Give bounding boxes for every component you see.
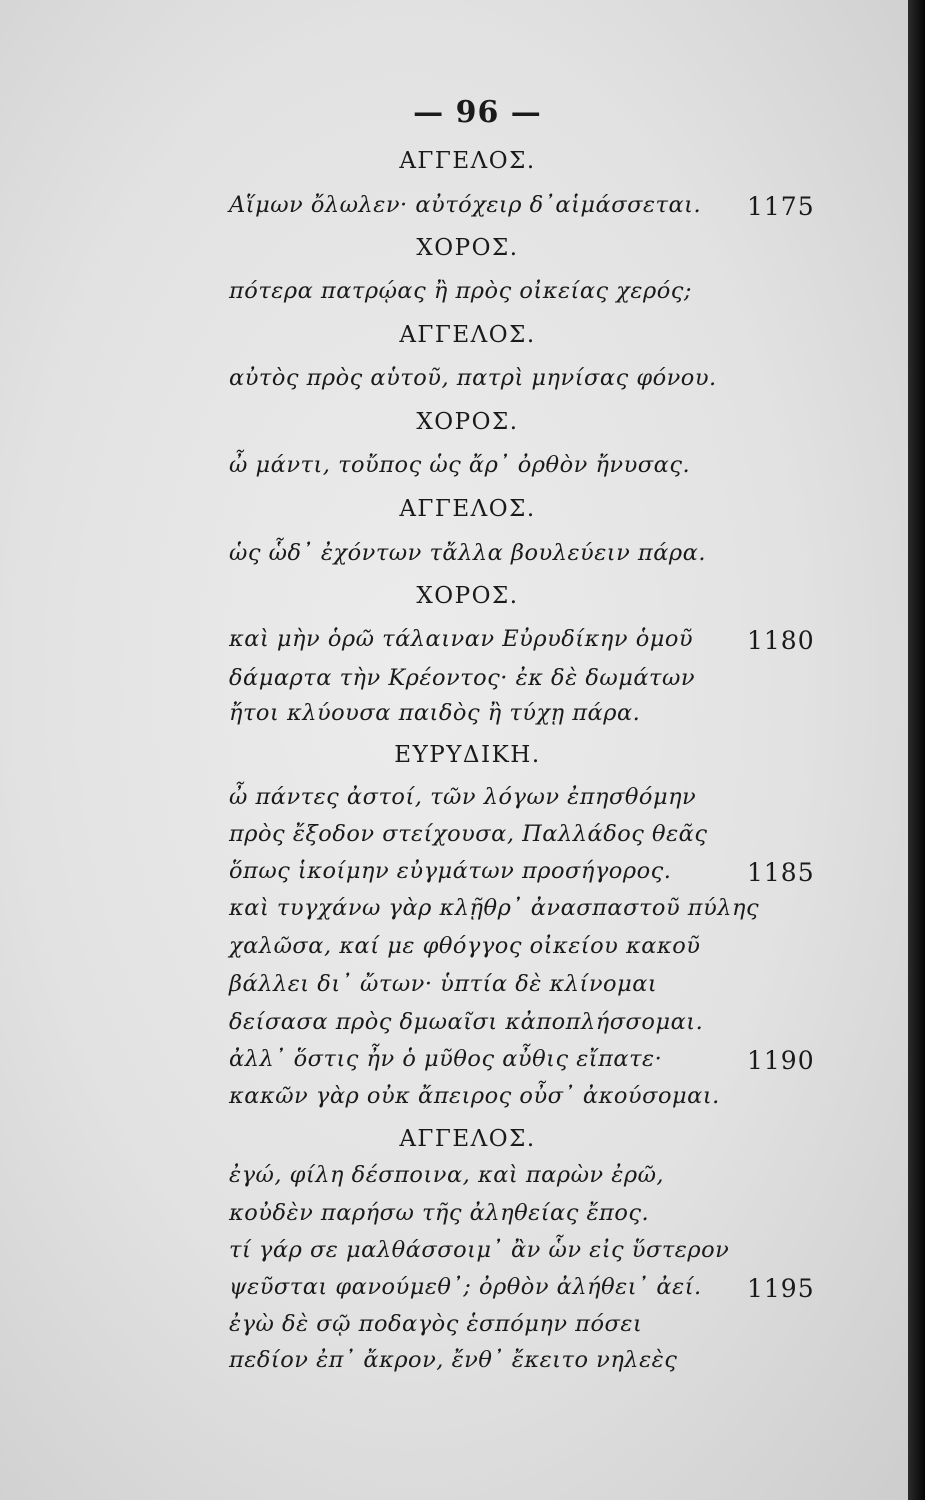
- verse-line: ἀλλ᾽ ὅστις ἦν ὁ μῦθος αὖθις εἴπατε·: [229, 1046, 663, 1072]
- verse-line: Αἵμων ὄλωλεν· αὐτόχειρ δ᾽αἱμάσσεται.: [229, 192, 702, 218]
- verse-line: ψεῦσται φανούμεθ᾽; ὀρθὸν ἀλήθει᾽ ἀεί.: [229, 1274, 702, 1300]
- speaker-heading: ΑΓΓΕΛΟΣ.: [399, 148, 536, 174]
- speaker-heading: ΧΟΡΟΣ.: [416, 409, 519, 435]
- verse-line: πρὸς ἔξοδον στείχουσα, Παλλάδος θεᾶς: [229, 821, 708, 847]
- verse-line: καὶ τυγχάνω γὰρ κλῇθρ᾽ ἀνασπαστοῦ πύλης: [229, 895, 760, 921]
- speaker-heading: ΑΓΓΕΛΟΣ.: [399, 1126, 536, 1152]
- page-edge-shadow: [908, 0, 925, 1500]
- verse-line: πεδίον ἐπ᾽ ἄκρον, ἔνθ᾽ ἔκειτο νηλεὲς: [229, 1347, 678, 1373]
- verse-line: ὦ μάντι, τοὔπος ὡς ἄρ᾽ ὀρθὸν ἤνυσας.: [229, 452, 691, 478]
- verse-line: δείσασα πρὸς δμωαῖσι κἀποπλήσσομαι.: [229, 1009, 704, 1035]
- speaker-heading: ΕΥΡΥΔΙΚΗ.: [394, 742, 541, 768]
- verse-line: τί γάρ σε μαλθάσσοιμ᾽ ἂν ὧν εἰς ὕστερον: [229, 1237, 730, 1263]
- verse-line: κοὐδὲν παρήσω τῆς ἀληθείας ἔπος.: [229, 1200, 650, 1226]
- speaker-heading: ΑΓΓΕΛΟΣ.: [399, 322, 536, 348]
- verse-line: ἐγώ, φίλη δέσποινα, καὶ παρὼν ἐρῶ,: [229, 1162, 665, 1188]
- line-number: 1185: [747, 858, 815, 887]
- verse-line: δάμαρτα τὴν Κρέοντος· ἐκ δὲ δωμάτων: [229, 665, 696, 691]
- verse-line: ἐγὼ δὲ σῷ ποδαγὸς ἑσπόμην πόσει: [229, 1311, 643, 1337]
- verse-line: ὅπως ἱκοίμην εὐγμάτων προσήγορος.: [229, 858, 672, 884]
- line-number: 1190: [747, 1046, 815, 1075]
- speaker-heading: ΑΓΓΕΛΟΣ.: [399, 496, 536, 522]
- verse-line: πότερα πατρῴας ἢ πρὸς οἰκείας χερός;: [229, 278, 692, 304]
- verse-line: κακῶν γὰρ οὐκ ἄπειρος οὖσ᾽ ἀκούσομαι.: [229, 1083, 720, 1109]
- verse-line: ὡς ὧδ᾽ ἐχόντων τἄλλα βουλεύειν πάρα.: [229, 540, 706, 566]
- verse-line: ἤτοι κλύουσα παιδὸς ἢ τύχῃ πάρα.: [229, 700, 641, 726]
- line-number: 1175: [747, 192, 815, 221]
- verse-line: ὦ πάντες ἀστοί, τῶν λόγων ἐπησθόμην: [229, 784, 697, 810]
- verse-line: αὐτὸς πρὸς αὑτοῦ, πατρὶ μηνίσας φόνου.: [229, 365, 717, 391]
- speaker-heading: ΧΟΡΟΣ.: [416, 235, 519, 261]
- verse-line: βάλλει δι᾽ ὤτων· ὑπτία δὲ κλίνομαι: [229, 971, 658, 997]
- line-number: 1195: [747, 1274, 815, 1303]
- verse-line: καὶ μὴν ὁρῶ τάλαιναν Εὐρυδίκην ὁμοῦ: [229, 626, 694, 652]
- line-number: 1180: [747, 626, 815, 655]
- page-number: — 96 —: [413, 95, 542, 130]
- speaker-heading: ΧΟΡΟΣ.: [416, 583, 519, 609]
- verse-line: χαλῶσα, καί με φθόγγος οἰκείου κακοῦ: [229, 933, 701, 959]
